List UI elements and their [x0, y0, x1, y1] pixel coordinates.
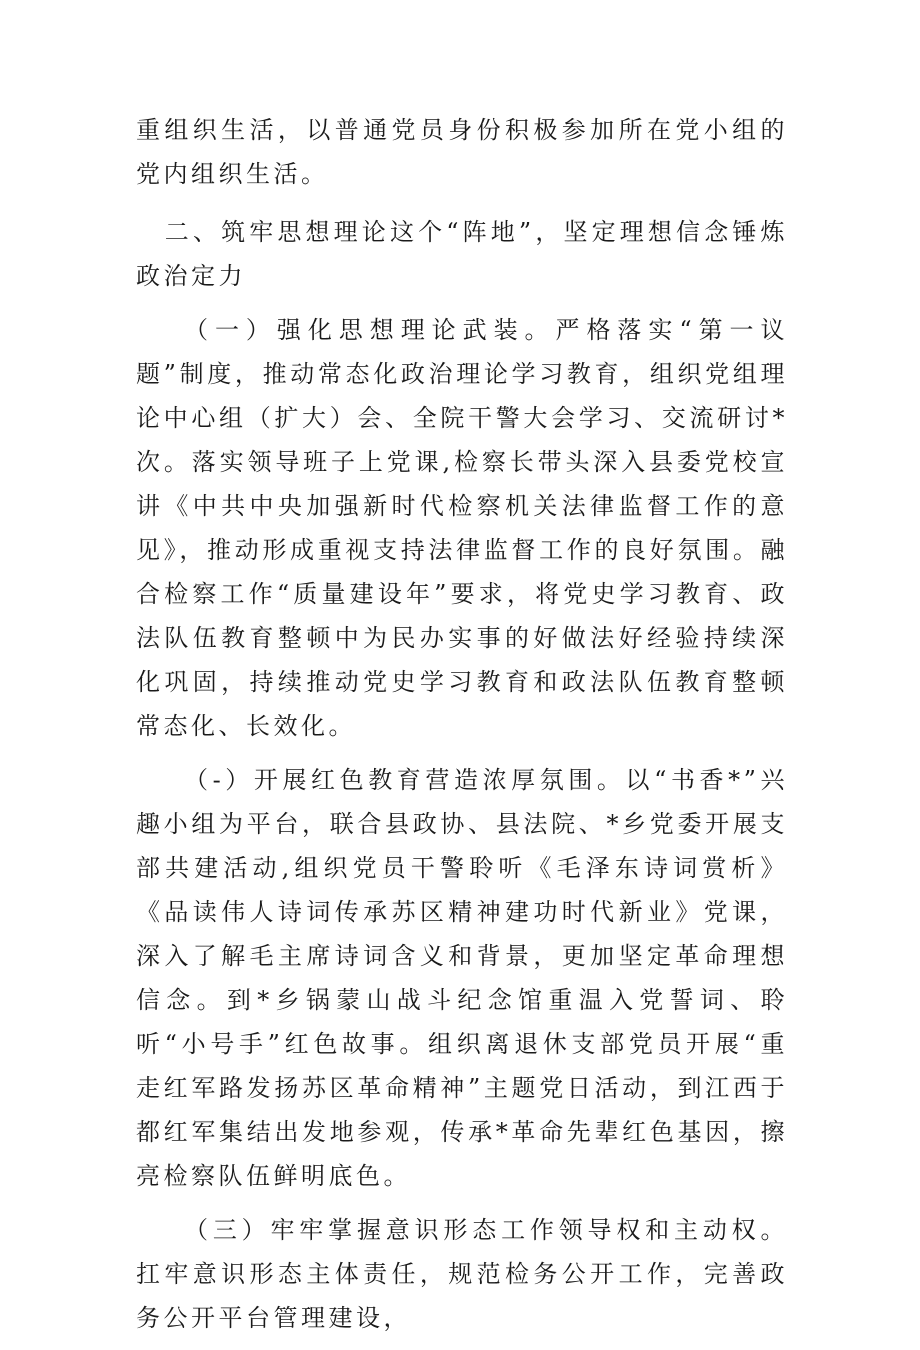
paragraph-ideology-work: （三）牢牢掌握意识形态工作领导权和主动权。扛牢意识形态主体责任，规范检务公开工作，完善政务公开平台管理建设， [136, 1216, 788, 1332]
section-heading: 二、筑牢思想理论这个“阵地”，坚定理想信念锤炼政治定力 [136, 218, 788, 290]
paragraph-theory-study: （一）强化思想理论武装。严格落实“第一议题”制度，推动常态化政治理论学习教育，组织党组理论中心组（扩大）会、全院干警大会学习、交流研讨*次。落实领导班子上党课,检察长带头深入县委党校宣讲《中共中央加强新时代检察机关法律监督工作的意见》，推动形成重视支持法律监督工作的良好氛围。融合检察工作“质量建设年”要求，将党史学习教育、政法队伍教育整顿中为民办实事的好做法好经验持续深化巩固，持续推动党史学习教育和政法队伍教育整顿常态化、长效化。 [136, 316, 788, 740]
paragraph-red-education: （-）开展红色教育营造浓厚氛围。以“书香*”兴趣小组为平台，联合县政协、县法院、*乡党委开展支部共建活动,组织党员干警聆听《毛泽东诗词赏析》《品读伟人诗词传承苏区精神建功时代新业》党课，深入了解毛主席诗词含义和背景，更加坚定革命理想信念。到*乡锅蒙山战斗纪念馆重温入党誓词、聆听“小号手”红色故事。组织离退休支部党员开展“重走红军路发扬苏区革命精神”主题党日活动，到江西于都红军集结出发地参观，传承*革命先辈红色基因，擦亮检察队伍鲜明底色。 [136, 766, 788, 1190]
paragraph-continuation: 重组织生活，以普通党员身份积极参加所在党小组的党内组织生活。 [136, 116, 788, 188]
document-body [136, 108, 788, 1350]
